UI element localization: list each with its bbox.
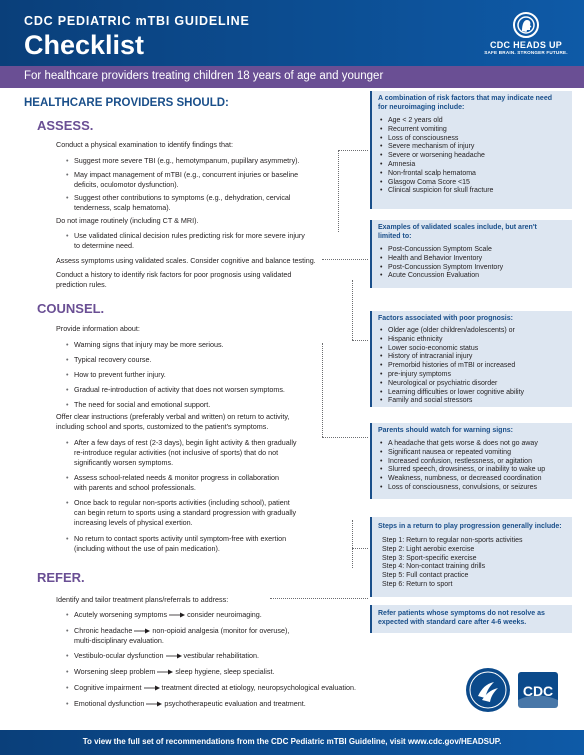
prognosis-item-cont: • Hispanic ethnicity	[380, 336, 568, 345]
prognosis-item: • History of intracranial injury	[380, 353, 568, 362]
scale-item: • Acute Concussion Evaluation	[380, 272, 568, 281]
referral-box-heading-cont: expected with standard care after 4-6 weeks.	[378, 618, 527, 626]
return-instructions-cont: including school and sports, customized to the patient's symptoms.	[56, 422, 269, 431]
assess-bullet-4: • Use validated clinical decision rules predicting risk for more severe injury	[74, 231, 305, 241]
return-step-4-cont: (including without the use of pain medication).	[74, 544, 220, 553]
counsel-item-1: • Warning signs that injury may be more serious.	[74, 340, 224, 350]
scales-box-heading-cont: limited to:	[378, 232, 412, 240]
return-step-2: • Assess school-related needs & monitor progress in collaboration	[74, 473, 279, 483]
scales-box-heading: Examples of validated scales include, but aren't	[378, 224, 537, 231]
assess-bullet-3-cont: tenderness, scalp hematoma).	[74, 203, 171, 212]
referral-box-heading: Refer patients whose symptoms do not resolve as	[378, 610, 545, 617]
prognosis-box-heading: Factors associated with poor prognosis:	[378, 315, 513, 322]
risk-item: • Severe mechanism of injury	[380, 143, 568, 152]
risk-item: • Loss of consciousness	[380, 135, 568, 144]
referral-box	[370, 605, 572, 633]
step-item: Step 5: Full contact practice	[382, 572, 469, 580]
connector-prognosis-top	[352, 340, 368, 341]
prognosis-item: • Lower socio-economic status	[380, 345, 568, 354]
logo-name: CDC HEADS UP	[489, 40, 563, 50]
counsel-item-2: • Typical recovery course.	[74, 355, 152, 365]
connector-referral	[270, 598, 368, 599]
assess-bullet-3: • Suggest other contributions to symptoms (e.g., dehydration, cervical	[74, 193, 291, 203]
assess-bullet-1: • Suggest more severe TBI (e.g., hemotympanum, pupillary asymmetry).	[74, 156, 300, 166]
counsel-item-5: • The need for social and emotional support.	[74, 400, 210, 410]
prognosis-item: • Learning difficulties or lower cognitive ability	[380, 389, 568, 398]
arrow-right-icon	[169, 612, 185, 618]
prognosis-item: • Older age (older children/adolescents) or	[380, 327, 568, 336]
counsel-intro: Provide information about:	[56, 324, 140, 333]
audience-text: For healthcare providers treating children 18 years of age and younger	[24, 70, 384, 82]
risk-item: • Non-frontal scalp hematoma	[380, 170, 568, 179]
scale-item: • Post-Concussion Symptom Inventory	[380, 264, 568, 273]
refer-item-1	[74, 610, 262, 620]
header-banner	[0, 0, 584, 66]
neuroimaging-risk-box	[370, 91, 572, 209]
refer-heading: REFER.	[37, 570, 85, 585]
connector-risk	[338, 150, 352, 232]
step-item: Step 6: Return to sport	[382, 580, 453, 588]
step-item: Step 4: Non-contact training drills	[382, 563, 486, 571]
connector-risk-top	[338, 150, 368, 151]
refer-item-3-action: vestibular rehabilitation.	[183, 651, 260, 660]
connector-scales	[322, 259, 368, 260]
risk-item: • Clinical suspicion for skull fracture	[380, 187, 568, 196]
audience-bar	[0, 66, 584, 88]
warning-item: • Loss of consciousness, convulsions, or seizures	[380, 484, 568, 493]
return-step-1-cont-b: significantly worsen symptoms.	[74, 458, 174, 467]
footer-bar	[0, 730, 584, 755]
prognosis-list	[380, 327, 568, 406]
refer-item-4-condition: Worsening sleep problem	[74, 667, 156, 676]
risk-item: • Glasgow Coma Score <15	[380, 179, 568, 188]
scale-item: • Post-Concussion Symptom Scale	[380, 246, 568, 255]
guideline-kicker: CDC PEDIATRIC mTBI GUIDELINE	[24, 14, 250, 28]
arrow-right-icon	[166, 653, 182, 659]
warning-item: • Significant nausea or repeated vomiting	[380, 449, 568, 458]
prognosis-item-cont: • pre-injury symptoms	[380, 371, 568, 380]
refer-item-3-condition: Vestibulo-ocular dysfunction	[74, 651, 164, 660]
counsel-heading: COUNSEL.	[37, 301, 105, 316]
step-item: Step 1: Return to regular non-sports activities	[382, 537, 523, 544]
history-note-cont: prediction rules.	[56, 280, 107, 289]
steps-box-heading: Steps in a return to play progression generally include:	[378, 523, 562, 530]
risk-item: • Recurrent vomiting	[380, 126, 568, 135]
arrow-right-icon	[134, 628, 150, 634]
refer-item-3	[74, 651, 259, 661]
return-step-3-cont-b: increasing levels of physical exertion.	[74, 518, 193, 527]
refer-item-5-condition: Cognitive impairment	[74, 683, 142, 692]
steps-list	[380, 537, 568, 590]
refer-item-2	[74, 626, 289, 636]
imaging-note: Do not image routinely (including CT & MRI).	[56, 216, 199, 225]
return-step-4: • No return to contact sports activity until symptom-free with exertion	[74, 534, 286, 544]
refer-item-5-action: treatment directed at etiology, neuropsychological evaluation.	[161, 683, 356, 692]
return-step-3: • Once back to regular non-sports activities (including school), patient	[74, 498, 290, 508]
connector-steps	[352, 520, 353, 568]
poor-prognosis-box	[370, 311, 572, 407]
refer-item-2-cont: multi-disciplinary evaluation.	[74, 636, 164, 645]
risk-box-heading-cont: for neuroimaging include:	[378, 103, 465, 111]
return-instructions: Offer clear instructions (preferably verbal and written) on return to activity,	[56, 412, 290, 421]
prognosis-item: • Family and social stressors	[380, 397, 568, 406]
risk-box-heading: A combination of risk factors that may indicate need	[378, 95, 552, 102]
arrow-right-icon	[144, 685, 160, 691]
risk-item: • Severe or worsening headache	[380, 152, 568, 161]
assess-intro: Conduct a physical examination to identify findings that:	[56, 140, 233, 149]
refer-item-1-action: consider neuroimaging.	[187, 610, 262, 619]
prognosis-item: • Neurological or psychiatric disorder	[380, 380, 568, 389]
warning-list	[380, 440, 568, 493]
assess-bullet-4-cont: to determine need.	[74, 241, 134, 250]
counsel-item-4: • Gradual re-introduction of activity that does not worsen symptoms.	[74, 385, 285, 395]
warning-item: • Weakness, numbness, or decreased coordination	[380, 475, 568, 484]
refer-item-2-condition: Chronic headache	[74, 626, 133, 635]
footer-text: To view the full set of recommendations from the CDC Pediatric mTBI Guideline, visit www.cdc.gov/HEADSUP.	[82, 737, 502, 746]
step-item: Step 2: Light aerobic exercise	[382, 545, 475, 553]
return-step-2-cont: with parents and school professionals.	[74, 483, 196, 492]
scales-list	[380, 246, 568, 281]
return-step-1-cont-a: re-introduce regular activities (not inclusive of sports) that do not	[74, 448, 279, 457]
connector-warning	[322, 343, 323, 437]
refer-item-2-action: non-opioid analgesia (monitor for overuse),	[152, 626, 290, 635]
cdc-logo-text: CDC	[522, 683, 554, 699]
warning-item: • A headache that gets worse & does not go away	[380, 440, 568, 449]
refer-item-4	[74, 667, 274, 677]
refer-item-6-action: psychotherapeutic evaluation and treatment.	[164, 699, 306, 708]
return-step-1: • After a few days of rest (2-3 days), begin light activity & then gradually	[74, 438, 297, 448]
hhs-seal-icon	[466, 668, 510, 712]
risk-list	[380, 117, 568, 196]
step-item: Step 3: Sport-specific exercise	[382, 554, 477, 562]
history-note: Conduct a history to identify risk factors for poor prognosis using validated	[56, 270, 292, 279]
refer-item-6	[74, 699, 306, 709]
warning-item: • Slurred speech, drowsiness, or inability to wake up	[380, 466, 568, 475]
connector-steps-top	[352, 548, 368, 549]
head-profile-icon	[513, 12, 539, 38]
refer-item-5	[74, 683, 356, 693]
warning-box-heading: Parents should watch for warning signs:	[378, 427, 513, 434]
refer-intro: Identify and tailor treatment plans/referrals to address:	[56, 595, 229, 604]
return-to-play-box	[370, 517, 572, 597]
main-heading: HEALTHCARE PROVIDERS SHOULD:	[24, 97, 229, 109]
refer-item-6-condition: Emotional dysfunction	[74, 699, 145, 708]
assess-heading: ASSESS.	[37, 118, 94, 133]
validated-scales-box	[370, 220, 572, 288]
assess-bullet-2-cont: deficits, oculomotor dysfunction).	[74, 180, 179, 189]
risk-item: • Age < 2 years old	[380, 117, 568, 126]
risk-item: • Amnesia	[380, 161, 568, 170]
cdc-logo-icon	[518, 672, 558, 708]
return-step-3-cont-a: can begin return to sports using a standard progression with gradually	[74, 508, 297, 517]
connector-prognosis	[352, 280, 353, 340]
refer-item-4-action: sleep hygiene, sleep specialist.	[175, 667, 275, 676]
warning-item: • Increased confusion, restlessness, or agitation	[380, 458, 568, 467]
refer-item-1-condition: Acutely worsening symptoms	[74, 610, 168, 619]
connector-warning-top	[322, 437, 368, 438]
arrow-right-icon	[157, 669, 173, 675]
scales-note: Assess symptoms using validated scales. Consider cognitive and balance testing.	[56, 256, 316, 265]
agency-seals	[460, 660, 564, 722]
logo-tagline: SAFE BRAIN. STRONGER FUTURE.	[484, 50, 568, 55]
assess-bullet-2: • May impact management of mTBI (e.g., concurrent injuries or baseline	[74, 170, 298, 180]
warning-signs-box	[370, 423, 572, 499]
scale-item: • Health and Behavior Inventory	[380, 255, 568, 264]
counsel-item-3: • How to prevent further injury.	[74, 370, 166, 380]
page-title: Checklist	[24, 30, 145, 60]
heads-up-logo	[480, 12, 572, 60]
prognosis-item: • Premorbid histories of mTBI or increased	[380, 362, 568, 371]
arrow-right-icon	[146, 701, 162, 707]
